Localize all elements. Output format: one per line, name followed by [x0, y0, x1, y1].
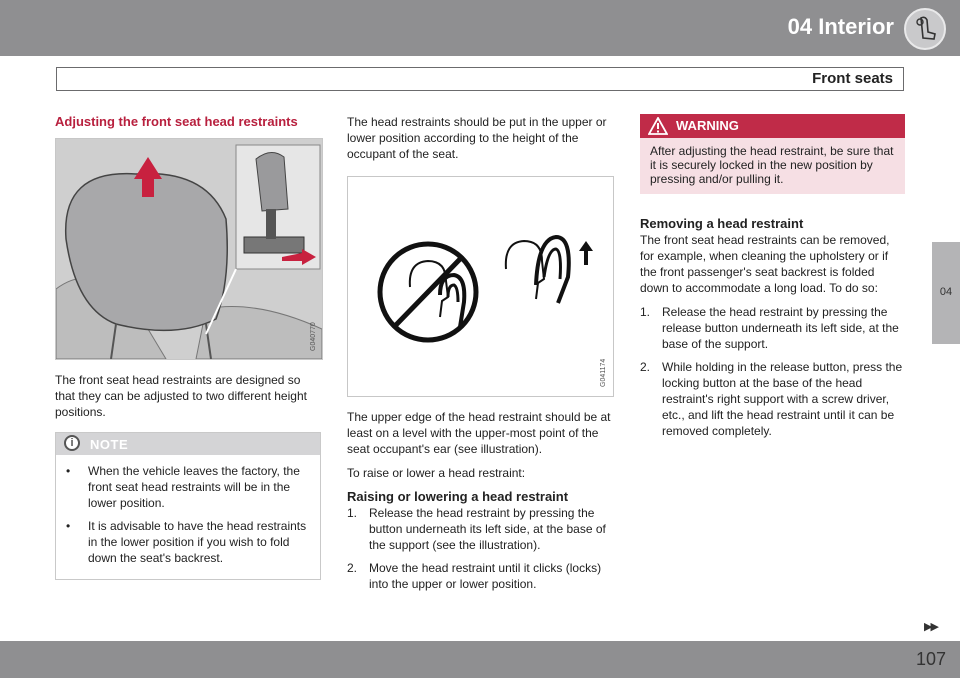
- removing-heading: Removing a head restraint: [640, 216, 804, 231]
- head-position-illustration: [348, 177, 613, 396]
- note-box: [55, 432, 321, 580]
- list-item: 2. While holding in the release button, press the locking button at the base of the head restraint's right support with a screw driver, etc., and lift the head restraint until it can be removed completely.: [640, 359, 905, 439]
- column-1: [55, 114, 321, 580]
- warning-header: [640, 114, 905, 138]
- bullet-icon: •: [66, 464, 71, 478]
- warning-box: [640, 114, 905, 194]
- list-item: 2. Move the head restraint until it clicks (locks) into the upper or lower position.: [347, 560, 614, 592]
- position-paragraph: The head restraints should be put in the upper or lower position according to the height of the occupant of the seat.: [347, 115, 607, 161]
- seat-icon: [904, 8, 946, 50]
- raising-heading: Raising or lowering a head restraint: [347, 489, 569, 504]
- note-body: [56, 455, 320, 579]
- section-band: [56, 67, 904, 91]
- note-text: When the vehicle leaves the factory, the front seat head restraints will be in the lower position.: [88, 464, 300, 510]
- step-text: While holding in the release button, press the locking button at the base of the head restraint's right support with a screw driver, etc., and lift the head restraint until it can be removed completely.: [662, 360, 903, 438]
- side-tab-label: 04: [939, 286, 953, 298]
- section-heading-adjusting: Adjusting the front seat head restraints: [55, 114, 298, 129]
- list-item: 1. Release the head restraint by pressing the button underneath its left side, at the base of the support (see the illustration).: [347, 505, 614, 553]
- list-item: [66, 518, 310, 566]
- seat-icon-graphic: [906, 10, 944, 48]
- removing-steps: [640, 304, 905, 439]
- page-number: 107: [915, 649, 946, 669]
- chapter-side-tab[interactable]: [932, 242, 960, 344]
- ear-level-paragraph: The upper edge of the head restraint should be at least on a level with the upper-most point of the seat occupant's ear (see illustration).: [347, 410, 611, 456]
- step-text: Release the head restraint by pressing the release button underneath its left side, at the base of the support.: [662, 305, 899, 351]
- bullet-icon: •: [66, 519, 71, 533]
- info-icon: i: [64, 435, 80, 451]
- header-band: [0, 0, 960, 56]
- head-restraint-illustration: [56, 139, 322, 359]
- section-title: Front seats: [812, 70, 893, 87]
- note-text: It is advisable to have the head restraints in the lower position if you wish to fold down the seat's backrest.: [88, 519, 307, 565]
- column-2: [347, 114, 614, 599]
- note-header: [56, 433, 320, 455]
- list-item: [66, 463, 310, 511]
- figure-code: G041174: [600, 358, 607, 387]
- column-3: [640, 114, 905, 446]
- step-text: Move the head restraint until it clicks (locks) into the upper or lower position.: [369, 561, 602, 591]
- step-text: Release the head restraint by pressing the button underneath its left side, at the base of the support (see the illustration).: [369, 506, 606, 552]
- footer-band: [0, 641, 960, 678]
- head-restraint-figure: [55, 138, 323, 360]
- intro-paragraph: The front seat head restraints are designed so that they can be adjusted to two different height positions.: [55, 373, 307, 419]
- warning-label: WARNING: [676, 118, 739, 133]
- removing-intro: The front seat head restraints can be removed, for example, when cleaning the upholstery or if the front passenger's seat backrest is folded down to accommodate a long load. To do so:: [640, 233, 890, 295]
- chapter-title: 04 Interior: [787, 14, 894, 39]
- double-chevron-right-icon[interactable]: ▶▶: [924, 621, 937, 633]
- raising-steps: [347, 505, 614, 592]
- figure-code: G040770: [310, 322, 317, 351]
- note-label: NOTE: [90, 437, 129, 452]
- list-item: 1. Release the head restraint by pressing the release button underneath its left side, at the base of the support.: [640, 304, 905, 352]
- warning-text: After adjusting the head restraint, be sure that it is securely locked in the new position by pressing and/or pulling it.: [650, 144, 894, 186]
- head-position-figure: [347, 176, 614, 397]
- warning-icon: [648, 117, 668, 135]
- how-to-paragraph: To raise or lower a head restraint:: [347, 466, 526, 480]
